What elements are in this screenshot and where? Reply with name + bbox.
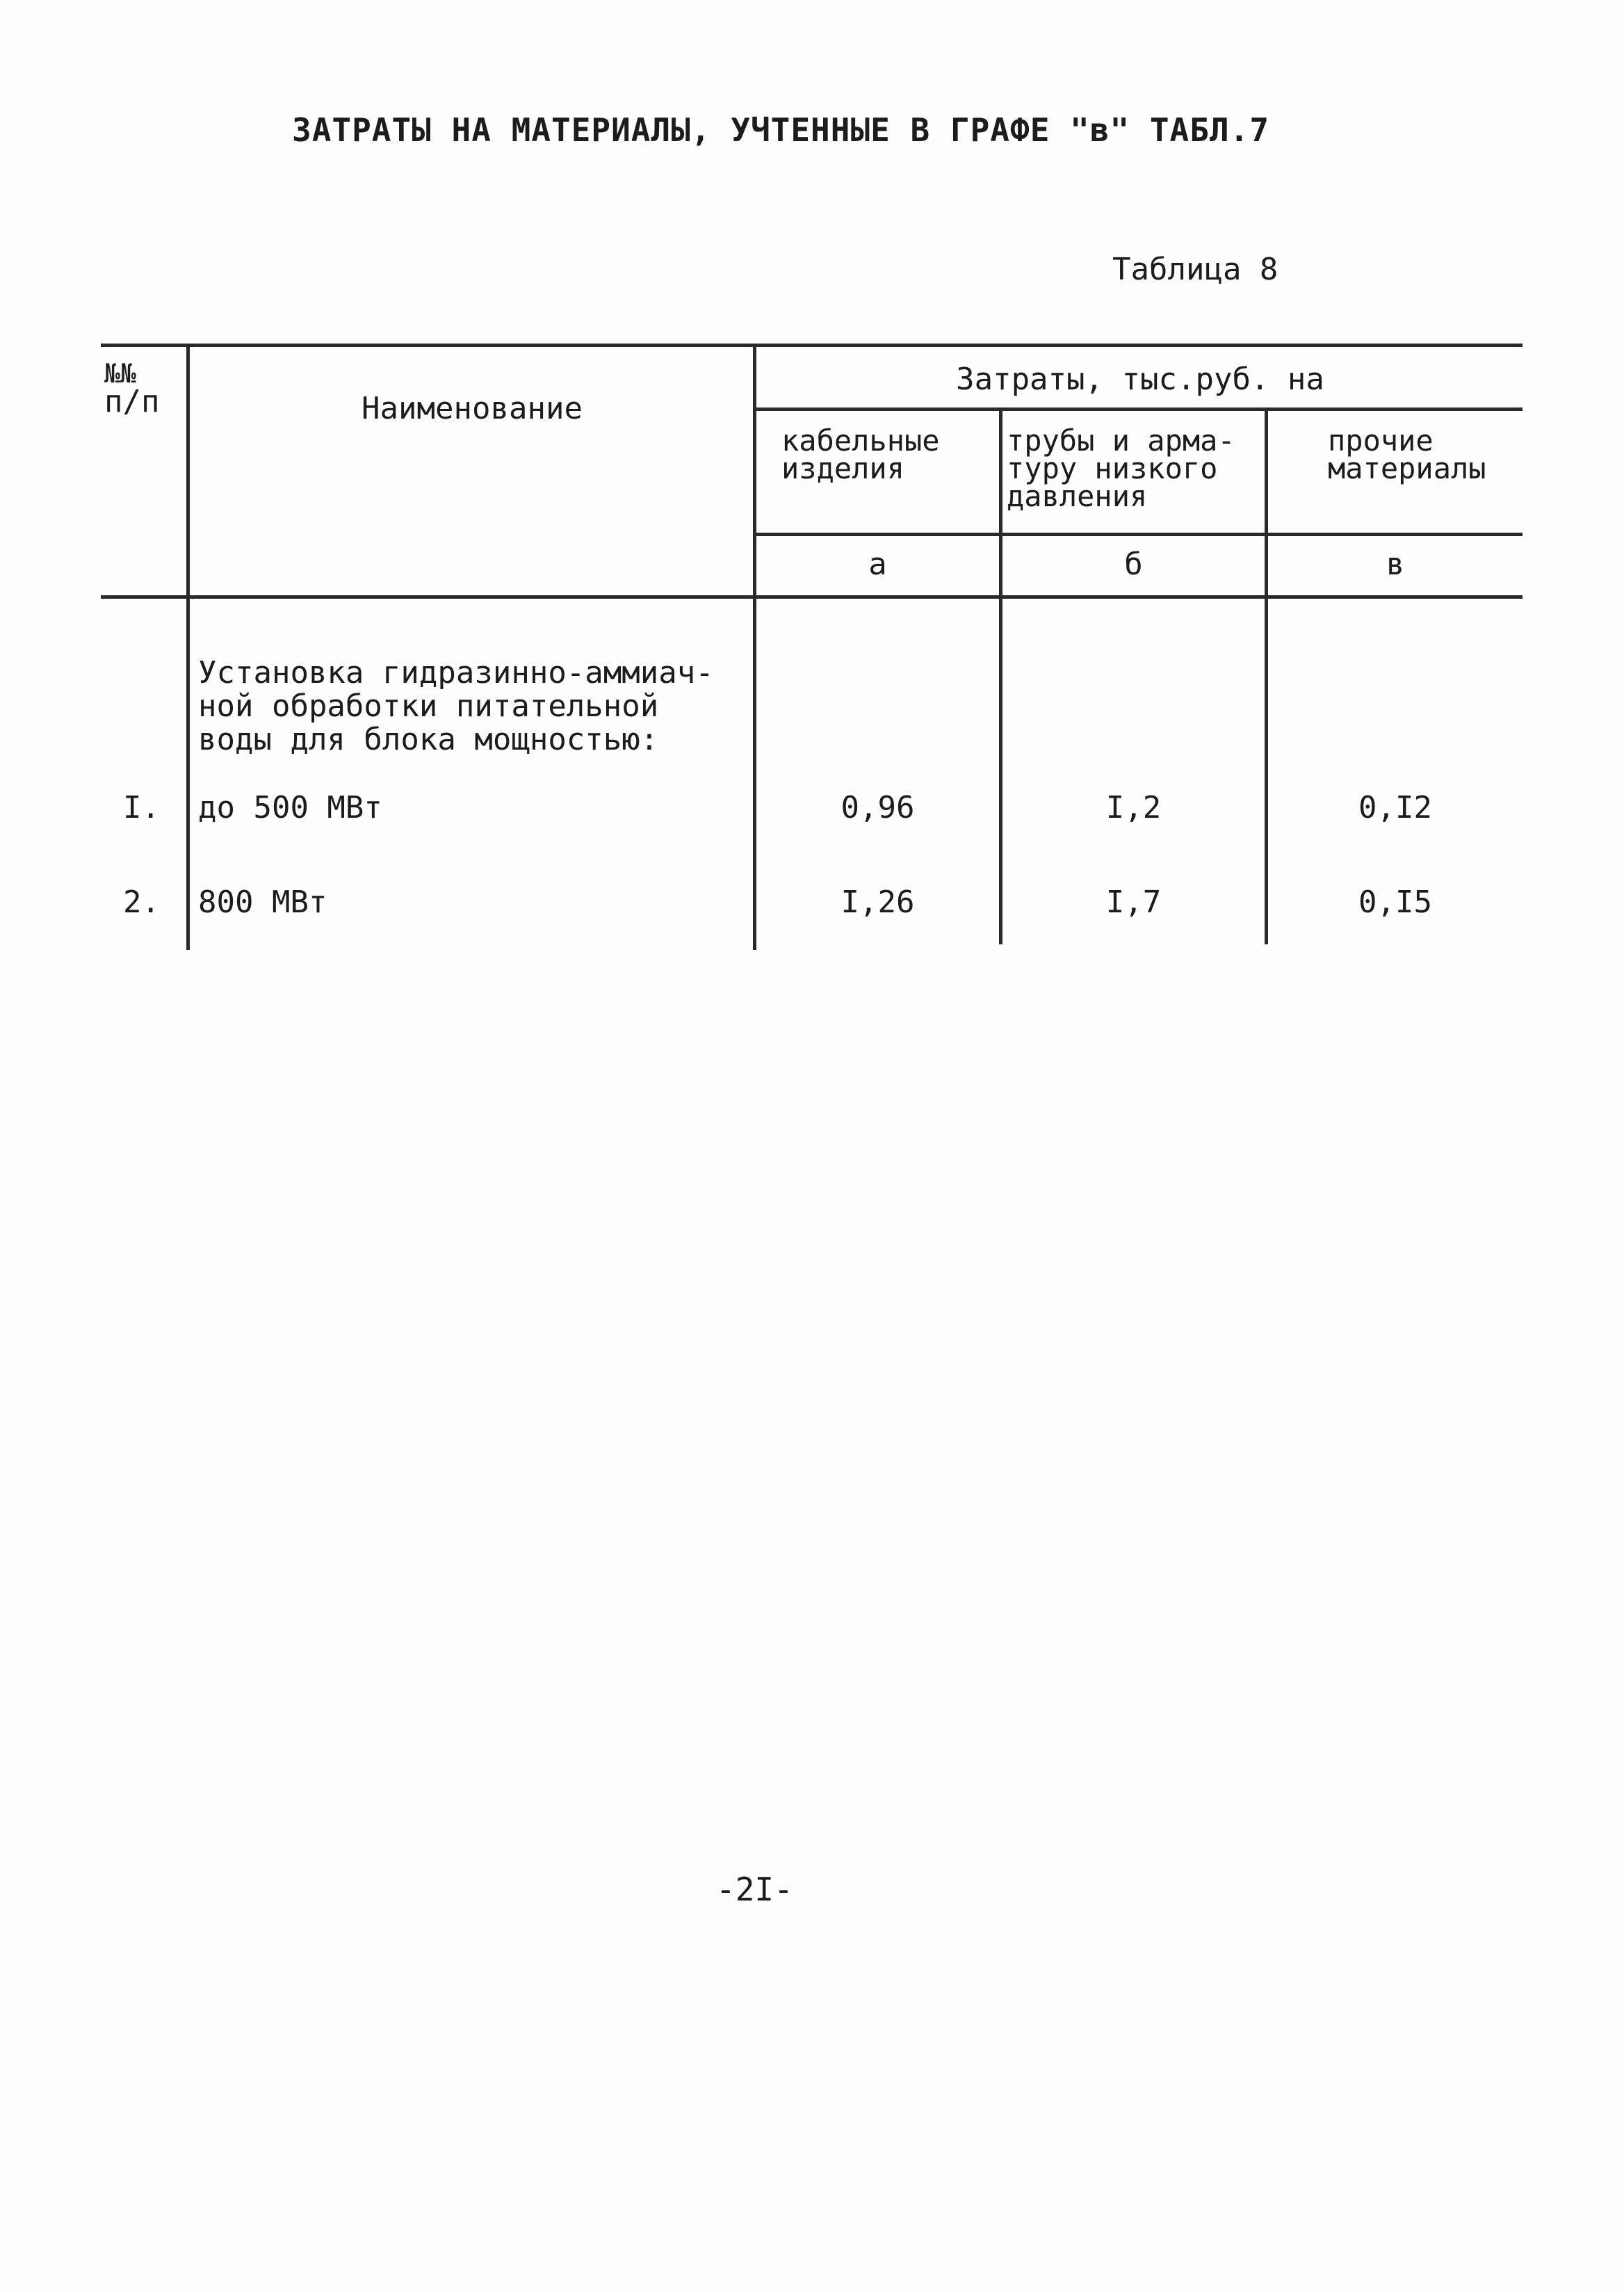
- table-label: Таблица 8: [1112, 252, 1278, 287]
- letter-row-divider: [754, 533, 1522, 536]
- header-col-b-line3: давления: [1007, 479, 1148, 513]
- col-divider-a: [999, 409, 1002, 944]
- row-1-value-a: 0,96: [841, 790, 915, 825]
- header-num-line2: п/п: [104, 384, 160, 419]
- row-1-value-b: I,2: [1105, 790, 1162, 825]
- group-title-line3: воды для блока мощностью:: [198, 722, 659, 757]
- row-2-value-a: I,26: [841, 885, 915, 920]
- header-costs-group: Затраты, тыс.руб. на: [956, 362, 1324, 397]
- col-divider-name: [753, 344, 756, 950]
- row-2-value-b: I,7: [1105, 885, 1162, 920]
- header-col-a-line1: кабельные: [781, 423, 940, 458]
- table-top-border: [101, 344, 1522, 347]
- header-name: Наименование: [362, 391, 583, 426]
- header-col-b-line1: трубы и арма-: [1007, 423, 1235, 458]
- row-2-num: 2.: [123, 885, 160, 920]
- header-bottom-border: [101, 595, 1522, 599]
- header-letter-c: в: [1386, 547, 1405, 582]
- group-title-line1: Установка гидразинно-аммиач-: [198, 655, 714, 691]
- page-number: -2I-: [716, 1871, 793, 1908]
- col-divider-b: [1265, 409, 1268, 944]
- group-title-line2: ной обработки питательной: [198, 688, 659, 724]
- row-2-name: 800 МВт: [198, 885, 327, 920]
- header-letter-b: б: [1124, 547, 1143, 582]
- row-1-num: I.: [123, 790, 160, 825]
- document-title: ЗАТРАТЫ НА МАТЕРИАЛЫ, УЧТЕННЫЕ В ГРАФЕ "в" ТАБЛ.7: [292, 111, 1270, 149]
- costs-group-divider: [754, 407, 1522, 411]
- header-letter-a: а: [868, 547, 887, 582]
- col-divider-num: [186, 344, 190, 950]
- header-col-c-line2: материалы: [1328, 451, 1486, 485]
- header-col-c-line1: прочие: [1328, 423, 1434, 458]
- header-col-a-line2: изделия: [781, 451, 905, 485]
- header-col-b-line2: туру низкого: [1007, 451, 1218, 485]
- row-1-value-c: 0,I2: [1358, 790, 1432, 825]
- row-2-value-c: 0,I5: [1358, 885, 1432, 920]
- header-num-line1: №№: [104, 358, 136, 389]
- row-1-name: до 500 МВт: [198, 790, 382, 825]
